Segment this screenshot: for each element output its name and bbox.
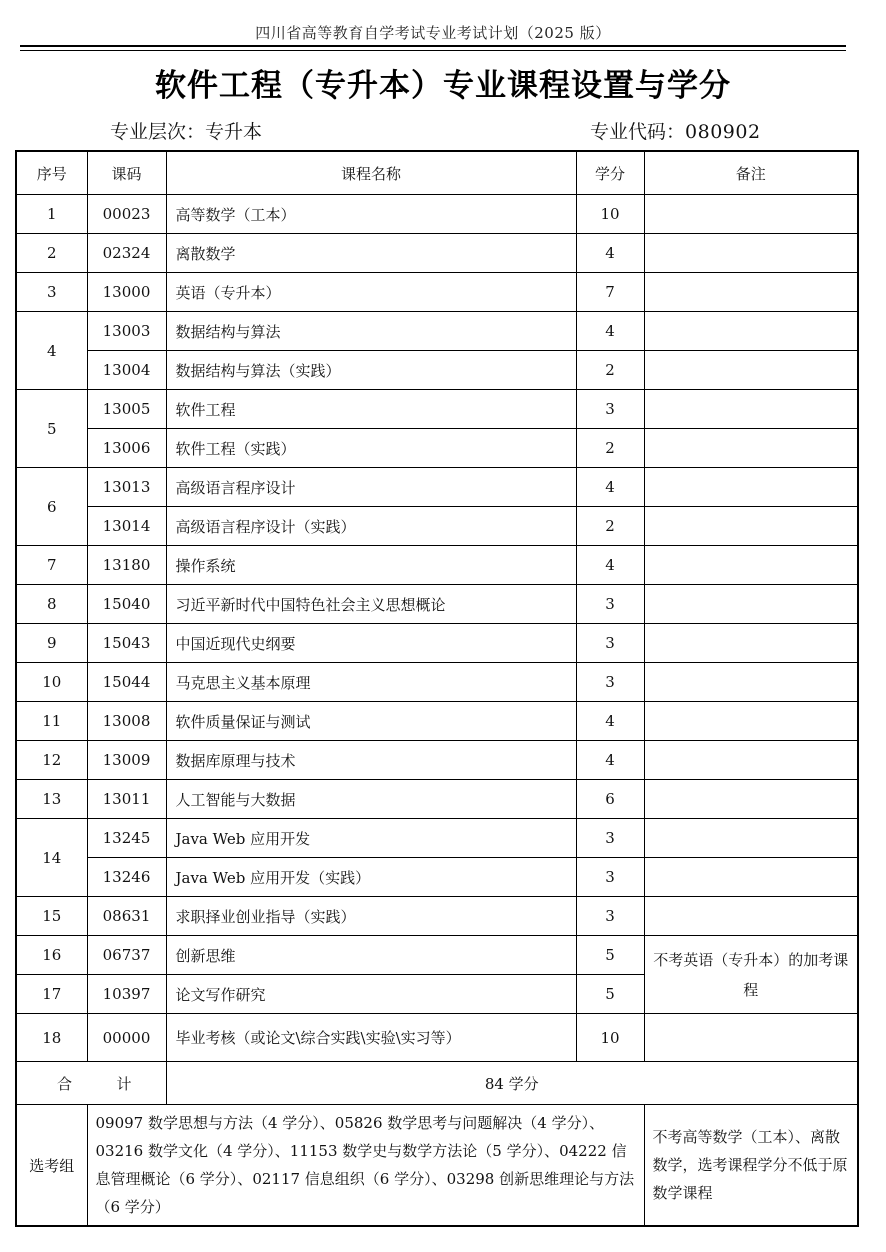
row-note-16-17: 不考英语（专升本）的加考课程: [644, 936, 858, 1014]
table-row: [16, 351, 858, 390]
row-note: [644, 546, 858, 585]
total-label: [16, 1062, 166, 1105]
row-no: 18: [16, 1014, 87, 1062]
row-note: [644, 507, 858, 546]
row-code: 13245: [87, 819, 166, 858]
row-note: [644, 273, 858, 312]
total-value: 84 学分: [166, 1062, 858, 1105]
table-row: [16, 936, 858, 975]
column-header-name: 课程名称: [166, 151, 576, 195]
row-no: 1: [16, 195, 87, 234]
row-credit: 2: [576, 351, 644, 390]
row-name: 英语（专升本）: [166, 273, 576, 312]
table-row: [16, 234, 858, 273]
row-note: [644, 312, 858, 351]
table-row: [16, 507, 858, 546]
row-code: 13014: [87, 507, 166, 546]
row-name: Java Web 应用开发（实践）: [166, 858, 576, 897]
row-code: 13009: [87, 741, 166, 780]
row-note: [644, 1014, 858, 1062]
table-row: [16, 663, 858, 702]
row-no: 7: [16, 546, 87, 585]
row-name: 操作系统: [166, 546, 576, 585]
row-note: [644, 897, 858, 936]
row-no: 6: [16, 468, 87, 546]
row-name: 毕业考核（或论文\综合实践\实验\实习等）: [166, 1014, 576, 1062]
row-credit: 10: [576, 1014, 644, 1062]
elective-label: 选考组: [16, 1105, 87, 1227]
row-no: 16: [16, 936, 87, 975]
row-code: 00000: [87, 1014, 166, 1062]
row-credit: 4: [576, 312, 644, 351]
row-credit: 3: [576, 897, 644, 936]
row-credit: 3: [576, 819, 644, 858]
row-note: [644, 390, 858, 429]
row-code: 13000: [87, 273, 166, 312]
row-name: 数据库原理与技术: [166, 741, 576, 780]
table-row: [16, 273, 858, 312]
row-name: 中国近现代史纲要: [166, 624, 576, 663]
table-row: [16, 585, 858, 624]
table-row: [16, 312, 858, 351]
row-name: 高等数学（工本）: [166, 195, 576, 234]
row-code: 15044: [87, 663, 166, 702]
row-code: 13011: [87, 780, 166, 819]
row-name: 人工智能与大数据: [166, 780, 576, 819]
table-row: [16, 741, 858, 780]
row-name: 软件质量保证与测试: [166, 702, 576, 741]
elective-courses: 09097 数学思想与方法（4 学分）、05826 数学思考与问题解决（4 学分）、03216 数学文化（4 学分）、11153 数学史与数学方法论（5 学分）、04222 信息管理概论（6 学分）、02117 信息组织（6 学分）、03298 创新思维理论与方法（6 学分）: [87, 1105, 644, 1227]
row-credit: 4: [576, 546, 644, 585]
row-credit: 4: [576, 702, 644, 741]
total-label-b: 计: [116, 1074, 132, 1093]
row-name: 创新思维: [166, 936, 576, 975]
row-no: 4: [16, 312, 87, 390]
row-no: 3: [16, 273, 87, 312]
row-name: 习近平新时代中国特色社会主义思想概论: [166, 585, 576, 624]
row-no: 9: [16, 624, 87, 663]
row-no: 2: [16, 234, 87, 273]
row-no: 17: [16, 975, 87, 1014]
row-credit: 3: [576, 663, 644, 702]
table-header-row: [16, 151, 858, 195]
page-header-caption: 四川省高等教育自学考试专业考试计划（2025 版）: [255, 24, 611, 42]
row-code: 13005: [87, 390, 166, 429]
row-note: [644, 741, 858, 780]
row-credit: 3: [576, 858, 644, 897]
row-code: 13004: [87, 351, 166, 390]
row-note: [644, 663, 858, 702]
row-note: [644, 234, 858, 273]
row-note: [644, 624, 858, 663]
course-table: [15, 150, 859, 1227]
elective-note: 不考高等数学（工本）、离散数学，选考课程学分不低于原数学课程: [644, 1105, 858, 1227]
row-no: 12: [16, 741, 87, 780]
row-note: [644, 702, 858, 741]
row-no: 15: [16, 897, 87, 936]
row-name: 高级语言程序设计: [166, 468, 576, 507]
row-name: 数据结构与算法: [166, 312, 576, 351]
table-row: [16, 468, 858, 507]
row-name: 软件工程: [166, 390, 576, 429]
row-no: 5: [16, 390, 87, 468]
table-row: [16, 1014, 858, 1062]
row-no: 11: [16, 702, 87, 741]
row-credit: 4: [576, 741, 644, 780]
row-credit: 2: [576, 507, 644, 546]
column-header-no: 序号: [16, 151, 87, 195]
column-header-note: 备注: [644, 151, 858, 195]
total-label-a: 合: [57, 1074, 73, 1093]
row-credit: 7: [576, 273, 644, 312]
row-note: [644, 468, 858, 507]
row-credit: 5: [576, 936, 644, 975]
row-name: 高级语言程序设计（实践）: [166, 507, 576, 546]
row-code: 06737: [87, 936, 166, 975]
row-credit: 10: [576, 195, 644, 234]
table-row: [16, 702, 858, 741]
column-header-credit: 学分: [576, 151, 644, 195]
table-row: [16, 897, 858, 936]
row-code: 13006: [87, 429, 166, 468]
row-code: 00023: [87, 195, 166, 234]
table-row: [16, 429, 858, 468]
major-code-value: 080902: [685, 121, 761, 143]
row-code: 13013: [87, 468, 166, 507]
table-row: [16, 624, 858, 663]
row-code: 15040: [87, 585, 166, 624]
row-name: 马克思主义基本原理: [166, 663, 576, 702]
row-code: 08631: [87, 897, 166, 936]
table-row: [16, 858, 858, 897]
table-row: [16, 546, 858, 585]
major-code-label: 专业代码：: [590, 121, 686, 143]
row-name: 论文写作研究: [166, 975, 576, 1014]
row-name: 求职择业创业指导（实践）: [166, 897, 576, 936]
row-note: [644, 351, 858, 390]
row-code: 13008: [87, 702, 166, 741]
row-code: 13003: [87, 312, 166, 351]
row-code: 15043: [87, 624, 166, 663]
header-rule-thick: [20, 45, 846, 47]
row-note: [644, 429, 858, 468]
row-credit: 3: [576, 585, 644, 624]
row-name: 软件工程（实践）: [166, 429, 576, 468]
row-name: Java Web 应用开发: [166, 819, 576, 858]
table-row: [16, 819, 858, 858]
row-credit: 4: [576, 468, 644, 507]
row-no: 13: [16, 780, 87, 819]
row-note: [644, 858, 858, 897]
elective-row: [16, 1105, 858, 1227]
total-row: [16, 1062, 858, 1105]
row-credit: 2: [576, 429, 644, 468]
column-header-code: 课码: [87, 151, 166, 195]
row-credit: 6: [576, 780, 644, 819]
row-no: 8: [16, 585, 87, 624]
row-note: [644, 585, 858, 624]
table-row: [16, 195, 858, 234]
table-row: [16, 780, 858, 819]
row-credit: 3: [576, 624, 644, 663]
row-no: 14: [16, 819, 87, 897]
row-no: 10: [16, 663, 87, 702]
row-credit: 5: [576, 975, 644, 1014]
row-name: 离散数学: [166, 234, 576, 273]
table-row: [16, 390, 858, 429]
row-note: [644, 195, 858, 234]
row-note: [644, 780, 858, 819]
row-code: 13180: [87, 546, 166, 585]
row-code: 10397: [87, 975, 166, 1014]
row-credit: 4: [576, 234, 644, 273]
major-level: 专业层次：专升本: [110, 121, 263, 143]
row-note: [644, 819, 858, 858]
row-code: 02324: [87, 234, 166, 273]
header-rule-thin: [20, 50, 846, 51]
document-title: 软件工程（专升本）专业课程设置与学分: [155, 68, 731, 104]
major-code: [590, 117, 761, 144]
row-code: 13246: [87, 858, 166, 897]
row-credit: 3: [576, 390, 644, 429]
row-name: 数据结构与算法（实践）: [166, 351, 576, 390]
